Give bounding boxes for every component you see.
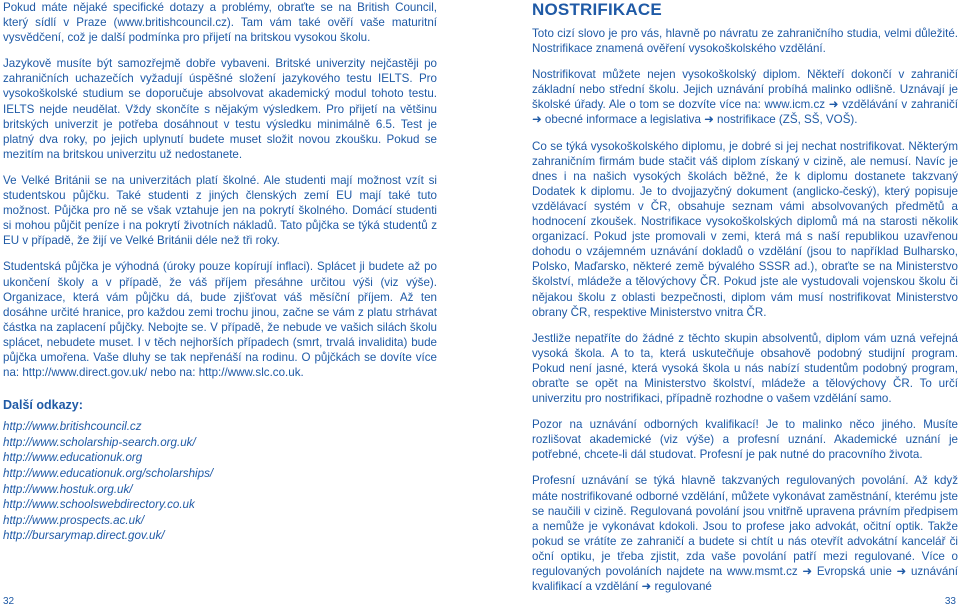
left-paragraph-2: Jazykově musíte být samozřejmě dobře vybaveni. Britské univerzity nejčastěji po zahraničních uchazečích vyžadují úspěšné složení jazykového testu IELTS. Pro vysokoškolské studium se doporučuje absolvovat akademický modul tohoto testu. IELTS nejde neudělat. Vždy skončíte s nějakým výsledkem. Pro přijetí na většinu britských univerzit je potřeba dosáhnout v testu výsledku minimálně 6.5. Test je platný dva roky, po jejich uplynutí budete muset složit novou zkoušku. Pokud se mezitím na britskou univerzitu už nedostanete. xyxy=(3,57,437,161)
link-item[interactable]: http://www.educationuk.org xyxy=(3,451,143,465)
link-item[interactable]: http://bursarymap.direct.gov.uk/ xyxy=(3,529,165,543)
left-paragraph-1: Pokud máte nějaké specifické dotazy a problémy, obraťte se na British Council, který sídlí v Praze (www.britishcouncil.cz). Tam vám také ověří vaše maturitní vysvědčení, což je další podmínka pro přijetí na britskou vysokou školu. xyxy=(3,1,437,45)
link-item[interactable]: http://www.hostuk.org.uk/ xyxy=(3,482,133,496)
left-paragraph-3: Ve Velké Británii se na univerzitách platí školné. Ale studenti mají možnost vzít si studentskou půjčku. Také studenti z jiných členských zemí EU mají také tuto možnost. Půjčka pro ně se však vztahuje jen na pokrytí školného. Domácí studenti si mohou půjčit peníze i na pokrytí životních nákladů. Tato půjčka se týká studentů z EU v případě, že žijí ve Velké Británii déle než tři roky. xyxy=(3,173,437,248)
right-paragraph-2: Nostrifikovat můžete nejen vysokoškolský diplom. Někteří dokončí v zahraničí základní nebo střední školu. Jejich uznávání probíhá malinko odlišně. Uznávají je školské úřady. Ale o tom se dozvíte více na: www.icm.cz ➜ vzdělávání v zahraničí ➜ obecné informace a legislativa ➜ nostrifikace (ZŠ, SŠ, VOŠ). xyxy=(532,68,958,127)
link-item[interactable]: http://www.scholarship-search.org.uk/ xyxy=(3,435,196,449)
page-number-left: 32 xyxy=(3,596,15,607)
right-paragraph-6: Profesní uznávání se týká hlavně takzvaných regulovaných povolání. Až když máte nostrifikované odborné vzdělání, můžete vykonávat zaměstnání, kterému jste se naučili v cizině. Regulovaná povolání jsou vnitřně upravena právním předpisem a nemůže je vykonávat kdokoli. Jsou to profese jako advokát, očitní optik. Takže pokud se vrátíte ze zahraničí a budete si chtít u nás otevřít advokátní kancelář či oční optiku, je třeba zjistit, zda vaše povolání patří mezi regulované. Více o regulovaných povoláních najdete na www.msmt.cz ➜ Evropská unie ➜ uznávání kvalifikací a vzdělání ➜ regulované xyxy=(532,474,958,594)
right-paragraph-1: Toto cizí slovo je pro vás, hlavně po návratu ze zahraničního studia, velmi důležité. Nostrifikace znamená ověření vysokoškolského vzdělání. xyxy=(532,27,958,56)
page-number-right: 33 xyxy=(944,596,956,607)
link-item[interactable]: http://www.britishcouncil.cz xyxy=(3,420,142,434)
left-column xyxy=(3,0,437,544)
right-paragraph-5: Pozor na uznávání odborných kvalifikací! Je to malinko něco jiného. Musíte rozlišovat akademické (viz výše) a profesní uznání. Akademické uznání je potřebné, chcete-li dál studovat. Profesní je pak nutné do pracovního života. xyxy=(532,418,958,462)
link-item[interactable]: http://www.educationuk.org/scholarships/ xyxy=(3,467,214,481)
right-column xyxy=(532,0,958,605)
left-paragraph-4: Studentská půjčka je výhodná (úroky pouze kopírují inflaci). Splácet ji budete až po ukončení školy a v případě, že váš příjem přesáhne určitou výši (viz výše). Organizace, která vám půjčku dá, bude zjišťovat váš měsíční příjem. Až ten dosáhne určité hranice, pro každou zemi trochu jinou, začne se vám z platu strhávat částka na zaplacení půjčky. Nebojte se. V případě, že nebude ve vašich silách školu splácet, nebudete muset. I v těch nejhorších případech (smrt, trvalá invalidita) bude půjčka umořena. Vaše dluhy se tak nepřenáší na rodinu. O půjčkách se dovíte více na: http://www.direct.gov.uk/ nebo na: http://www.slc.co.uk. xyxy=(3,260,437,380)
section-title: NOSTRIFIKACE xyxy=(532,0,662,19)
right-paragraph-4: Jestliže nepatříte do žádné z těchto skupin absolventů, diplom vám uzná veřejná vysoká škola. A to ta, která uskutečňuje obsahově podobný studijní program. Pokud není jasné, která vysoká škola u nás nabízí studentům podobný program, obraťte se opět na Ministerstvo školství, mládeže a tělovýchovy ČR. To určí univerzitu pro nostrifikaci, případně rozhodne o vašem vzdělání samo. xyxy=(532,331,958,406)
right-paragraph-3: Co se týká vysokoškolského diplomu, je dobré si jej nechat nostrifikovat. Některým zahraničním firmám bude stačit váš diplom získaný v cizině, ale nemusí. Navíc je dnes i na našich vysokých školách běžné, že k diplomu dostanete takzvaný Dodatek k diplomu. Je to dvojjazyčný dokument (anglicko-český), který popisuje vzdělávací systém v ČR, obsahuje seznam vámi absolvovaných předmětů a hodnocení zkoušek. Nostrifikace vysokoškolských diplomů má na starosti několik organizací. Pokud jste promovali v zemi, která má s naší republikou uzavřenou dohodu o vzájemném uznávání dokladů o vzdělání (jsou to například Bulharsko, Polsko, Maďarsko, některé země bývalého SSSR ad.), obraťte se na Ministerstvo školství, mládeže a tělovýchovy ČR. Pokud jste ale vystudovali vojenskou školu či nějakou školu z oblasti bezpečnosti, diplom vám musí nostrifikovat Ministerstvo obrany ČR, respektive Ministerstvo vnitra ČR. xyxy=(532,139,958,319)
links-list xyxy=(3,419,437,544)
link-item[interactable]: http://www.schoolswebdirectory.co.uk xyxy=(3,498,195,512)
links-heading: Další odkazy: xyxy=(3,398,83,413)
link-item[interactable]: http://www.prospects.ac.uk/ xyxy=(3,513,145,527)
